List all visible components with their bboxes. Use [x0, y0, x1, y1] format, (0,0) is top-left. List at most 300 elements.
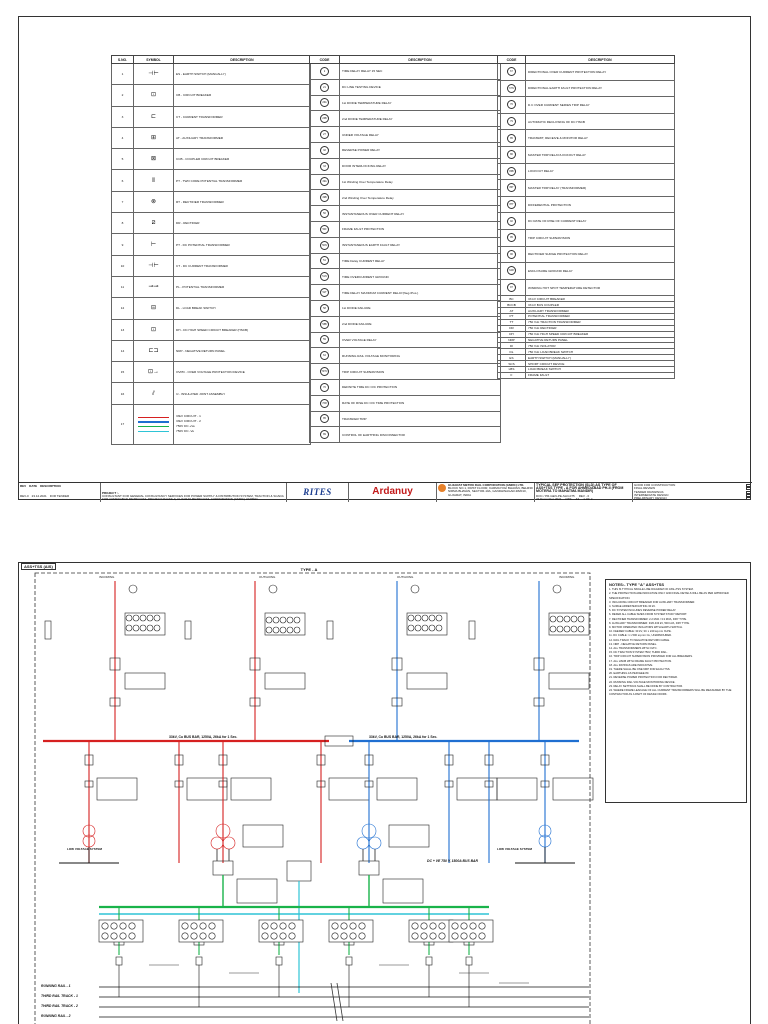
symbol-row [112, 64, 311, 85]
drawing-size: A3 [575, 496, 580, 501]
code-row [310, 411, 501, 427]
relay-code-badge: 50F [320, 225, 329, 234]
rev-row-date: 23.12.2021 [31, 494, 47, 498]
legend-line-desc: 750V DC -Ve [176, 429, 195, 434]
symbol-glyph-icon: ⊏⊐ [148, 348, 159, 354]
relay-code-badge: 67 [507, 67, 516, 76]
outgoing-feeder-1-relay [294, 627, 300, 633]
relay-desc: 2nd DIODE FAILURE [340, 316, 501, 332]
status-label: FINAL REVIEW [634, 486, 656, 491]
sld-sheet [18, 562, 751, 1024]
status-checkbox[interactable] [746, 497, 751, 500]
note-item: 23. RELAY SETTINGS SHALL BE DONE BY CONTRACTOR. [609, 684, 683, 688]
abbrev-code: F [498, 372, 526, 378]
dc-isolator-5 [466, 957, 472, 965]
symbols-table [111, 55, 311, 445]
outgoing-feeder-1-relay [266, 617, 272, 623]
symbol-glyph-icon: ⊠ [150, 156, 157, 163]
note-item: 22. RUNNING RAIL VOLTAGE MONITORING DEVICE. [609, 680, 676, 684]
rites-logo: RITES [303, 487, 332, 497]
code-row [310, 237, 501, 253]
legend-line-swatch [138, 426, 169, 427]
incoming-feeder-left-relay [126, 625, 132, 631]
outgoing-feeder-2-relay-panel [407, 613, 447, 635]
relay-code-badge: 51T [320, 288, 329, 297]
code-row [498, 163, 675, 180]
symbol-row [112, 298, 311, 319]
relay-desc: TIME Delay CURRENT RELAY [340, 253, 501, 269]
dc-isolator-2 [276, 957, 282, 965]
relay-desc: 1st DIODE TEMPERATURE RELAY [340, 95, 501, 111]
relay-code-badge: 58 [320, 304, 329, 313]
code-row [310, 300, 501, 316]
relay-code-badge: 26B [320, 114, 329, 123]
incoming-feeder-right-relay [571, 626, 577, 632]
note-item: 1. THIS IS TYPICAL SINGLE LINE DIAGRAM OF ASS+TSS SYSTEM. [609, 588, 694, 592]
relay-code-badge: 58B [320, 320, 329, 329]
symbols-body [112, 64, 311, 445]
relay-code-badge: 51 [320, 256, 329, 265]
outgoing-feeder-2-relay [415, 615, 421, 621]
symbol-row [112, 213, 311, 234]
code-row [310, 142, 501, 158]
abbrev-desc: NEGATIVE RETURN PANEL [526, 337, 675, 343]
rev-header-date: DATE [29, 484, 38, 488]
legend-line-desc: 33kV CIRCUIT - 1 [176, 414, 201, 419]
code-row [498, 196, 675, 213]
symbol-row [112, 255, 311, 276]
symbol-row [112, 319, 311, 340]
outgoing-feeder-1-relay [287, 627, 293, 633]
symbol-no: 8 [112, 213, 134, 234]
note-item: 20. EARTHING AS PER IEEE 80. [609, 672, 650, 676]
title-block [19, 482, 752, 501]
symbols-header-symbol: SYMBOL [134, 56, 174, 64]
symbol-row [112, 85, 311, 106]
relay-code-badge: 97 [507, 283, 516, 292]
incoming-feeder-right-relay [550, 616, 556, 622]
relay-desc: DOOR INTERLOCKING RELAY [340, 158, 501, 174]
relay-desc: WINDING HOT SPOT TEMPERATURE DETECTOR [526, 279, 675, 296]
code-row [310, 379, 501, 395]
code-row [498, 80, 675, 97]
incoming-feeder-left-earth-switch [129, 585, 137, 593]
outgoing-feeder-2-pt [327, 621, 333, 639]
code-row [498, 213, 675, 230]
symbol-no: 6 [112, 170, 134, 191]
outgoing-feeder-1-relay [266, 627, 272, 633]
relay-code-badge: 50N [320, 241, 329, 250]
code-row [310, 332, 501, 348]
rectifier-transformer-relays-0 [243, 825, 283, 847]
codes-a-body [310, 64, 501, 443]
note-item: 8. AUXILIARY TRANSFORMER: 33/0.433 kV, 500 kVA, DRY TYPE. [609, 621, 690, 625]
label-incoming-right: INCOMING [559, 575, 575, 579]
incoming-feeder-left-relay [126, 615, 132, 621]
symbol-desc: DR - RECTIFIER [174, 213, 311, 234]
symbol-desc: CCB - COUPLER CIRCUIT BREAKER [174, 149, 311, 170]
abbrev-code: DI [498, 343, 526, 349]
symbol-no: 10 [112, 255, 134, 276]
dc-isolator-3 [346, 957, 352, 965]
symbol-row [112, 340, 311, 361]
relay-desc: DC RATE OF RISE OF CURRENT RELAY [526, 213, 675, 230]
relay-code-badge: 86T [507, 183, 516, 192]
status-option [634, 497, 751, 500]
symbol-glyph-icon: ⊢ [150, 241, 157, 248]
relay-code-badge: 76 [320, 383, 329, 392]
rev-row-desc: FOR TENDER [49, 494, 70, 498]
symbol-row [112, 170, 311, 191]
incoming-feeder-left-relay [147, 625, 153, 631]
substation-boundary [35, 573, 590, 1024]
code-row [310, 206, 501, 222]
symbol-no: 3 [112, 106, 134, 127]
outgoing-feeder-1-relay [273, 627, 279, 633]
note-item: 4. SURGE ARRESTER RATING 30 kV. [609, 605, 656, 609]
symbol-no: 7 [112, 191, 134, 212]
code-row [310, 427, 501, 443]
drawing-title-cell [535, 483, 633, 502]
relay-desc: DIRECTIONAL EARTH FAULT PROTECTION RELAY [526, 80, 675, 97]
symbol-no: 17 [112, 404, 134, 444]
relay-code-badge: 64R [507, 266, 516, 275]
relay-code-badge: 67N [507, 84, 516, 93]
relay-desc: CONTROL OF EARTHING DISCONNECTOR [340, 427, 501, 443]
symbol-no: 9 [112, 234, 134, 255]
code-row [310, 127, 501, 143]
outgoing-feeder-2-relay [429, 625, 435, 631]
abbrev-desc: EARTH SWITCH (MANUALLY) [526, 355, 675, 361]
symbol-row [112, 383, 311, 404]
codes-b-header-description: DESCRIPTION [526, 56, 675, 64]
relay-desc: D.C OVER CURRENT SERIES TRIP RELAY [526, 97, 675, 114]
code-row [498, 263, 675, 280]
code-row [310, 158, 501, 174]
code-row [498, 229, 675, 246]
rev-header-description: DESCRIPTION [40, 484, 61, 488]
note-item: 13. NRP - NEGATIVE RETURN PANEL. [609, 642, 657, 646]
outgoing-feeder-1-relay [273, 617, 279, 623]
outgoing-feeder-2-relay [415, 625, 421, 631]
relay-code-badge: 59 [320, 335, 329, 344]
incoming-feeder-right-relay [557, 626, 563, 632]
symbol-no: 12 [112, 298, 134, 319]
symbol-glyph-icon: ⊣⊢ [148, 262, 159, 269]
abbrev-code: DH [498, 331, 526, 337]
abbrev-code: DR [498, 325, 526, 331]
incoming-feeder-left-relay [140, 625, 146, 631]
relay-codes-table-b [497, 55, 675, 379]
symbol-row-lines [112, 404, 311, 444]
legend-line-desc: 750V DC +Ve [176, 424, 195, 429]
code-row [498, 146, 675, 163]
relay-code-badge: 85 [320, 414, 329, 423]
rail-label-3: THIRD RAIL TRACK - 2 [41, 1004, 78, 1008]
symbol-glyph-icon: ⊟ [150, 305, 157, 312]
symbol-glyph-icon: ⊣⊢ [148, 71, 159, 78]
insulated-joint-b [337, 983, 343, 1021]
bus-caption-right: 33kV, Cu BUS BAR, 1250A, 26kA for 1 Sec. [369, 735, 438, 739]
drawing-date: 23 December 2021 [536, 496, 562, 501]
relay-codes-table-a [309, 55, 501, 443]
relay-desc: RUNNING RAIL VOLTAGE MONITORING [340, 348, 501, 364]
symbol-desc: NRP - NEGATIVE RETURN PANEL [174, 340, 311, 361]
symbol-glyph-icon: ⊸⊸ [148, 284, 159, 291]
rectifier-transformer-sec-a-1 [357, 837, 369, 849]
incoming-feeder-right-earth-switch [553, 585, 561, 593]
drawing-rev: REV - 0 [578, 493, 590, 498]
code-row [310, 348, 501, 364]
code-row [498, 130, 675, 147]
symbol-glyph-icon: ⫴ [152, 177, 155, 184]
relay-desc: 1st DIODE FAILURE [340, 300, 501, 316]
symbol-desc: DH - DC HIGH SPEED CIRCUIT BREAKER (HSCB) [174, 319, 311, 340]
incoming-feeder-right-pt [469, 621, 475, 639]
code-row [498, 64, 675, 81]
drawing-scale: NTS [565, 496, 572, 501]
abbrev-code: TT [498, 319, 526, 325]
symbol-desc: PL - POTENTIAL TRANSFORMER [174, 276, 311, 297]
relay-code-badge: 74TC [320, 367, 329, 376]
symbol-glyph-icon: ⊡ [150, 92, 157, 99]
ardanuy-logo-cell [349, 483, 437, 502]
rectifier-0 [213, 861, 233, 875]
rectifier-transformer-sec-b-1 [369, 837, 381, 849]
symbol-row [112, 191, 311, 212]
low-voltage-left: LOW VOLTAGE SYSTEM [67, 847, 103, 851]
symbol-glyph-icon: ⊏ [150, 113, 157, 120]
incoming-feeder-right-relay [564, 626, 570, 632]
symbol-no: 16 [112, 383, 134, 404]
abbrev-desc: 33 kV CIRCUIT BREAKER [526, 296, 675, 302]
project-cell [101, 483, 287, 502]
incoming-feeder-left-relay [133, 615, 139, 621]
incoming-feeder-right-relay [564, 616, 570, 622]
abbrev-code: DL [498, 349, 526, 355]
outgoing-feeder-1-relay-panel [265, 613, 305, 635]
symbol-row [112, 276, 311, 297]
legend-sheet [18, 16, 751, 500]
outgoing-feeder-1-relay [280, 627, 286, 633]
outgoing-feeder-1-relay [280, 617, 286, 623]
symbol-desc: DL - LOAD BREAK SWITCH [174, 298, 311, 319]
status-label: GOOD FOR CONSTRUCTION [634, 483, 676, 487]
abbrev-desc: 750 Vdc TRACTION TRANSFORMER [526, 319, 675, 325]
abbrev-code: BC [498, 296, 526, 302]
insulated-joint-a [331, 983, 337, 1021]
abbrev-desc: 750 Vdc HIGH SPEED CIRCUIT BREAKER [526, 331, 675, 337]
note-item: 14. ALL TRANSFORMERS WITH OLTC. [609, 647, 658, 651]
client-cell [437, 483, 535, 502]
incoming-feeder-left-pt [45, 621, 51, 639]
incoming-feeder-right-relay [578, 626, 584, 632]
codes-b-body [498, 64, 675, 379]
relay-code-badge: 33 [320, 162, 329, 171]
relay-code-badge: 64 [320, 351, 329, 360]
symbol-no: 13 [112, 319, 134, 340]
abbrev-code: NRP [498, 337, 526, 343]
rail-label-4: RUNNING RAIL - 2 [41, 1014, 71, 1018]
project-text: CONSULTANT FOR GENERAL CONSULTANCY SERVICES FOR POWER SUPPLY & DISTRIBUTION SYSTEM, TRACTION & SCADA FOR AHMEDABAD METRO RAIL PROJECT PHASE-II, GUJARAT METRO RAIL CORPORATION (GMRC) LIMITED [102, 494, 284, 502]
symbol-glyph-icon: ⫽ [152, 390, 155, 397]
relay-code-badge: 79 [507, 117, 516, 126]
outgoing-feeder-2-relay [422, 615, 428, 621]
outgoing-feeder-2-relay [408, 625, 414, 631]
symbols-header-description: DESCRIPTION [174, 56, 311, 64]
symbol-row [112, 234, 311, 255]
code-row [310, 285, 501, 301]
status-label: TENDER DRAWINGS [634, 489, 664, 494]
relay-desc: DIFFERENTIAL PROTECTION [526, 196, 675, 213]
bus-drop-relay-panel-7 [553, 778, 593, 800]
code-row [498, 279, 675, 296]
drawing-sheet: 1 OF 2 [583, 496, 593, 501]
symbol-no: 15 [112, 362, 134, 383]
relay-desc: UNDER VOLTAGE RELAY [340, 127, 501, 143]
note-item: 24. WHERE FRAME LEAKAGE OF ALL CURRENT TRANSFORMERS WILL BE MEASURED BY THE CONTRACTOR AS A PART OF DESIGN WORK. [609, 689, 732, 697]
code-row [310, 111, 501, 127]
legend-line-swatch [138, 421, 169, 422]
code-row [498, 97, 675, 114]
note-item: 15. DC TRACTION SYSTEM 750V, THIRD RAIL. [609, 651, 668, 655]
symbol-no: 2 [112, 85, 134, 106]
note-item: 3. INCLUDING CIRCUIT BREAKER FOR AUXILIARY TRANSFORMER. [609, 600, 696, 604]
status-cell [633, 483, 752, 502]
relay-code-badge: 32 [320, 146, 329, 155]
incoming-feeder-right-relay-panel [549, 613, 589, 635]
ass-tss-tag: ASS+TSS (AIS) [21, 563, 56, 570]
relay-desc: ENCLOSURE GROUND RELAY [526, 263, 675, 280]
relay-code-badge: 85 [507, 134, 516, 143]
rev-row-rev: REV-0 [20, 494, 29, 498]
relay-desc: DC LINE TESTING DEVICE [340, 79, 501, 95]
rectifier-relay-panel-1 [383, 879, 423, 903]
relay-code-badge: 26A [320, 98, 329, 107]
rev-header-rev: REV [20, 484, 27, 488]
relay-desc: TRANSFER TRIP [340, 411, 501, 427]
notes-list [609, 588, 743, 697]
symbol-desc: ES - EARTH SWITCH (MANUALLY) [174, 64, 311, 85]
relay-code-badge: 92 [507, 217, 516, 226]
code-row [310, 316, 501, 332]
outgoing-feeder-1-relay [287, 617, 293, 623]
incoming-feeder-left-relay [154, 625, 160, 631]
label-outgoing-1: OUTGOING [259, 575, 276, 579]
symbol-desc: CT - DC CURRENT TRANSFORMER [174, 255, 311, 276]
incoming-feeder-right-protection-panel [549, 673, 589, 689]
outgoing-feeder-2-relay [408, 615, 414, 621]
outgoing-feeder-2-earth-switch [411, 585, 419, 593]
abbrev-desc: 750 Vdc RECTIFIER [526, 325, 675, 331]
symbol-desc: AT - AUXILIARY TRANSFORMER [174, 127, 311, 148]
symbol-desc: CB - CIRCUIT BREAKER [174, 85, 311, 106]
symbol-row [112, 106, 311, 127]
notes-box [605, 579, 747, 803]
abbrev-desc: 750 Vdc LOAD BREAK SWITCH [526, 349, 675, 355]
code-row [310, 364, 501, 380]
symbol-glyph-icon: ⊗ [150, 198, 157, 205]
symbol-desc: PT - TWO CORE POTENTIAL TRANSFORMER [174, 170, 311, 191]
relay-code-badge: 21 [320, 83, 329, 92]
outgoing-feeder-2-relay [429, 615, 435, 621]
status-label: INTERMEDIATE DESIGN [634, 492, 669, 497]
abbrev-desc: 33 kV BUS COUPLER [526, 302, 675, 308]
relay-code-badge: 50 [320, 209, 329, 218]
relay-code-badge: 87T [507, 200, 516, 209]
rites-logo-cell [287, 483, 349, 502]
relay-desc: 2nd Winding Over Temperature Relay [340, 190, 501, 206]
label-outgoing-2: OUTGOING [397, 575, 414, 579]
relay-code-badge: 27 [320, 130, 329, 139]
relay-code-badge: 86 [507, 150, 516, 159]
symbol-no: 4 [112, 127, 134, 148]
outgoing-feeder-2-protection-panel [407, 673, 447, 689]
abbrev-code: LBS [498, 367, 526, 373]
outgoing-feeder-1-relay [294, 617, 300, 623]
relay-desc: TIME DELAY RELAY 15 SEC [340, 64, 501, 80]
code-row [310, 79, 501, 95]
negative-return-panel [287, 861, 311, 881]
symbol-desc: RT - RECTIFIER TRANSFORMER [174, 191, 311, 212]
relay-desc: TRIP CIRCUIT SUPERVISION [526, 229, 675, 246]
symbol-row [112, 149, 311, 170]
code-row [310, 253, 501, 269]
drawing-title: TYPICAL SEF PROTECTION (SLD) AS TYPE OF ASS+TSS TYPE - A FOR AHMEDABAD PH-II (FROM MOTERA TO MAHATMA MANDIR) [536, 483, 624, 494]
bus-drop-relay-panel-0 [97, 778, 137, 800]
relay-desc: FRAME FAULT PROTECTION [340, 221, 501, 237]
abbrev-desc: SHORT CIRCUIT DEVICE [526, 361, 675, 367]
bus-coupler-breaker [325, 736, 353, 746]
low-voltage-right: LOW VOLTAGE SYSTEM [497, 847, 533, 851]
code-row [498, 246, 675, 263]
note-item: 6. REFER ALL CABLE SIZES FROM SYSTEM STUDY REPORT. [609, 613, 688, 617]
symbol-glyph-icon: ⧄ [151, 220, 156, 227]
incoming-feeder-left-relay [133, 625, 139, 631]
rail-label-1: RUNNING RAIL - 1 [41, 984, 71, 988]
relay-desc: TIME OVERCURRENT GROUND [340, 269, 501, 285]
outgoing-feeder-1-protection-panel [265, 673, 305, 689]
dc-isolator-4 [426, 957, 432, 965]
abbrev-desc: LOAD BREAK SWITCH [526, 367, 675, 373]
sld-title: TYPE - A [300, 567, 318, 572]
gmrc-logo-icon [438, 484, 446, 492]
note-item: 19. THERE SHALL BE ONE NRP FOR EACH TSS. [609, 668, 671, 672]
symbol-glyph-icon: ⊡ [150, 326, 157, 333]
legend-line-swatch [138, 417, 169, 418]
incoming-feeder-right-relay [550, 626, 556, 632]
relay-desc: MASTER TRIP RELAY/LOCKOUT RELAY [526, 146, 675, 163]
outgoing-feeder-2-relay [436, 615, 442, 621]
symbol-desc: IJ - INSULATED JOINT ASSEMBLY [174, 383, 311, 404]
outgoing-feeder-1-pt [185, 621, 191, 639]
code-row [310, 95, 501, 111]
relay-desc: MASTER TRIP RELAY (TRANSFORMER) [526, 180, 675, 197]
symbol-no: 14 [112, 340, 134, 361]
relay-code-badge: 86B [507, 167, 516, 176]
note-item: 2. THE PROTECTION ARE INDICATIVE ONLY AND FINAL DETAILS WILL BE AS PER APPROVED SPECIFICATION. [609, 592, 729, 600]
relay-code-badge: 96 [507, 250, 516, 259]
code-row [310, 269, 501, 285]
rectifier-transformer-relays-1 [389, 825, 429, 847]
rectifier-1 [359, 861, 379, 875]
client-name: GUJARAT METRO RAIL CORPORATION (GMRC) LTD. [448, 483, 525, 487]
note-item: 9. MOTOR OPERATED ISOLATORS WITH EARTH SWITCH. [609, 626, 683, 630]
rectifier-relay-panel-0 [237, 879, 277, 903]
relay-desc: INSTANTANEOUS OVER CURRENT RELAY [340, 206, 501, 222]
symbol-row [112, 362, 311, 383]
incoming-feeder-right-relay [571, 616, 577, 622]
